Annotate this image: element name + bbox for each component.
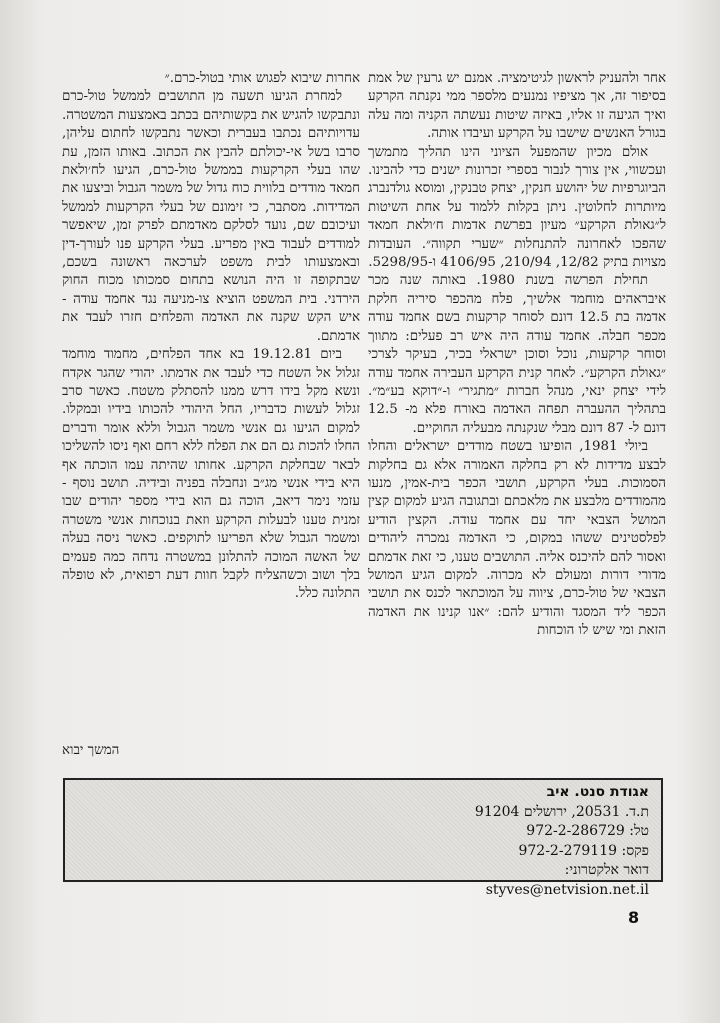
contact-details <box>409 783 649 900</box>
paragraph: תחילת הפרשה בשנת 1980. באותה שנה מכר איבראהים מוחמד אלשיך, פלח מהכפר סיריה חלקת אדמה בת 12.5 דונם לסוחר קרקעות בשם אחמד עודה מכפר חבלה. אחמד עודה היה איש רב פעלים: מתווך וסוחר קרקעות, נוכל וסוכן ישראלי בכיר, בעיקר לצרכי ״גאולת הקרקע״. לאחר קנית הקרקע העבירה אחמד עודה לידי יצחק ינאי, מנהל חברות ״מתגיר״ ו-״דוקא בע״מ״. בתהליך ההעברה תפחה האדמה באורח פלא מ- 12.5 דונם ל- 87 דונם מבלי שנקנתה מבעליה החוקיים. <box>368 273 667 436</box>
paragraph: ביום 19.12.81 בא אחד הפלחים, מחמוד מוחמד זגלול אל השטח כדי לעבד את אדמתו. יהודי שהגר אקדח ונשא מקל בידו דרש ממנו להסתלק משטח. כאשר סרב זגלול לעשות כדבריו, החל היהודי להכותו בידיו ובמקלו. למקום הגיעו גם אנשי משמר הגבול וללא אומר ודברים החלו להכות גם הם את הפלח ללא רחם ואף ניסו להשליכו לבאר שבחלקת הקרקע. אחותו שהיתה עמו הוכתה אף היא בידי אנשי מג״ב ונחבלה בפניה ובידיה. תושב נוסף - עזמי נימר דיאב, הוכה גם הוא בידי מספר יהודים שבו זמנית טענו לבעלות הקרקע וזאת בנוכחות אנשי משטרה ומשמר הגבול שלא הפריעו לתוקפים. כאשר ניסה בעלה של האשה המוכה להתלונן במשטרה נדחה כמה פעמים בלך ושוב וכשהצליח לקבל חוות דעת רפואית, לא טופלה התלונה כלל. <box>62 347 360 602</box>
paragraph: אחרות שיבוא לפגוש אותי בטול-כרם.״ <box>164 71 360 86</box>
left-text-column <box>62 70 360 604</box>
email-label: דואר אלקטרוני: <box>564 862 649 878</box>
postal-address: ת.ד. 20531, ירושלים 91204 <box>474 803 649 820</box>
paragraph: אולם מכיון שהמפעל הציוני הינו תהליך מתמשך ועכשווי, אין צורך לנבור בספרי זכרונות ישנים כדי להבינו. הביוגרפיות של יהושע חנקין, יצחק טבנקין, ומוסא גולדנברג מיותרות לחלוטין. ניתן בקלות ללמוד על אחת השיטות ל״גאולת הקרקע״ מעיון בפרשת אדמות ח׳ולאת חמאד שהפכו לאחרונה להתנחלות ״שערי תקווה״. העובדות מצויות בתיק 12/82, 210/94, 4106/95 ו-5298/95. <box>368 144 666 271</box>
phone-number: טל: 972-2-286729 <box>526 823 649 839</box>
email-line <box>409 861 649 900</box>
fax-number: פקס: 972-2-279119 <box>518 842 649 859</box>
email-address[interactable]: styves@netvision.net.il <box>485 881 649 898</box>
page-number: 8 <box>628 908 640 927</box>
paragraph: למחרת הגיעו תשעה מן התושבים לממשל טול-כרם ונתבקשו להגיש את בקשותיהם בכתב באמצעות המשטרה. עדויותיהם נכתבו בעברית וכאשר נתבקשו לחתום עליהן, סרבו בשל אי-יכולתם להבין את הכתוב. באותו הזמן, עת שהו בעלי הקרקעות בממשל טול-כרם, הגיעו לח׳ולאת חמאד מודדים בלווית כוח גדול של משמר הגבול וביצעו את המדידות. מסתבר, כי זימונם של בעלי הקרקעות לממשל ועיכובם שם, נועד לסלקם מאדמתם לפרק זמן, שיאפשר למודדים לעבוד באין מפריע. בעלי הקרקע פנו לעורך-דין ובאמצעותו לבית משפט לערכאה ראשונה בשכם, שבתקופה זו היה הנושא בתחום סמכותו מכוח החוק הירדני. בית המשפט הוציא צו-מניעה נגד אחמד עודה - איש הקש שקנה את האדמה והפלחים חזרו לעבד את אדמתם. <box>61 89 360 344</box>
right-text-column <box>368 70 666 641</box>
continued-note: המשך יבוא <box>62 743 120 758</box>
paragraph: ביולי 1981, הופיעו בשטח מודדים ישראלים והחלו לבצע מדידות לא רק בחלקה האמורה אלא גם בחלקות הסמוכות. בעלי הקרקע, תושבי הכפר בית-אמין, מנעו מהמודדים מלבצע את מלאכתם ובתגובה הגיע למקום קצין המושל הצבאי יחד עם אחמד עודה. הקצין הודיע לפלסטינים ששהו במקום, כי האדמה נמכרה ליהודים ואסור להם להיכנס אליה. התושבים טענו, כי זאת אדמתם מדורי דורות ומעולם לא מכרוה. למקום הגיע המושל הצבאי של טול-כרם, ציווה על המוכתאר לכנס את תושבי הכפר ליד המסגד והודיע להם: ״אנו קנינו את האדמה הזאת ומי שיש לו הוכחות <box>368 439 666 639</box>
organization-name: אגודת סנט. איב <box>546 784 649 800</box>
contact-box <box>63 778 663 898</box>
paragraph: אחר ולהעניק לראשון לגיטימציה. אמנם יש גרעין של אמת בסיפור זה, אך מציפיו נמנעים מלספר ממי נקנתה הקרקע ואיך הגיעה זו אליו, באיזה שיטות נעשתה הקניה ומה עלה בגורל האנשים שישבו על הקרקע ועיבדו אותה. <box>368 71 666 142</box>
